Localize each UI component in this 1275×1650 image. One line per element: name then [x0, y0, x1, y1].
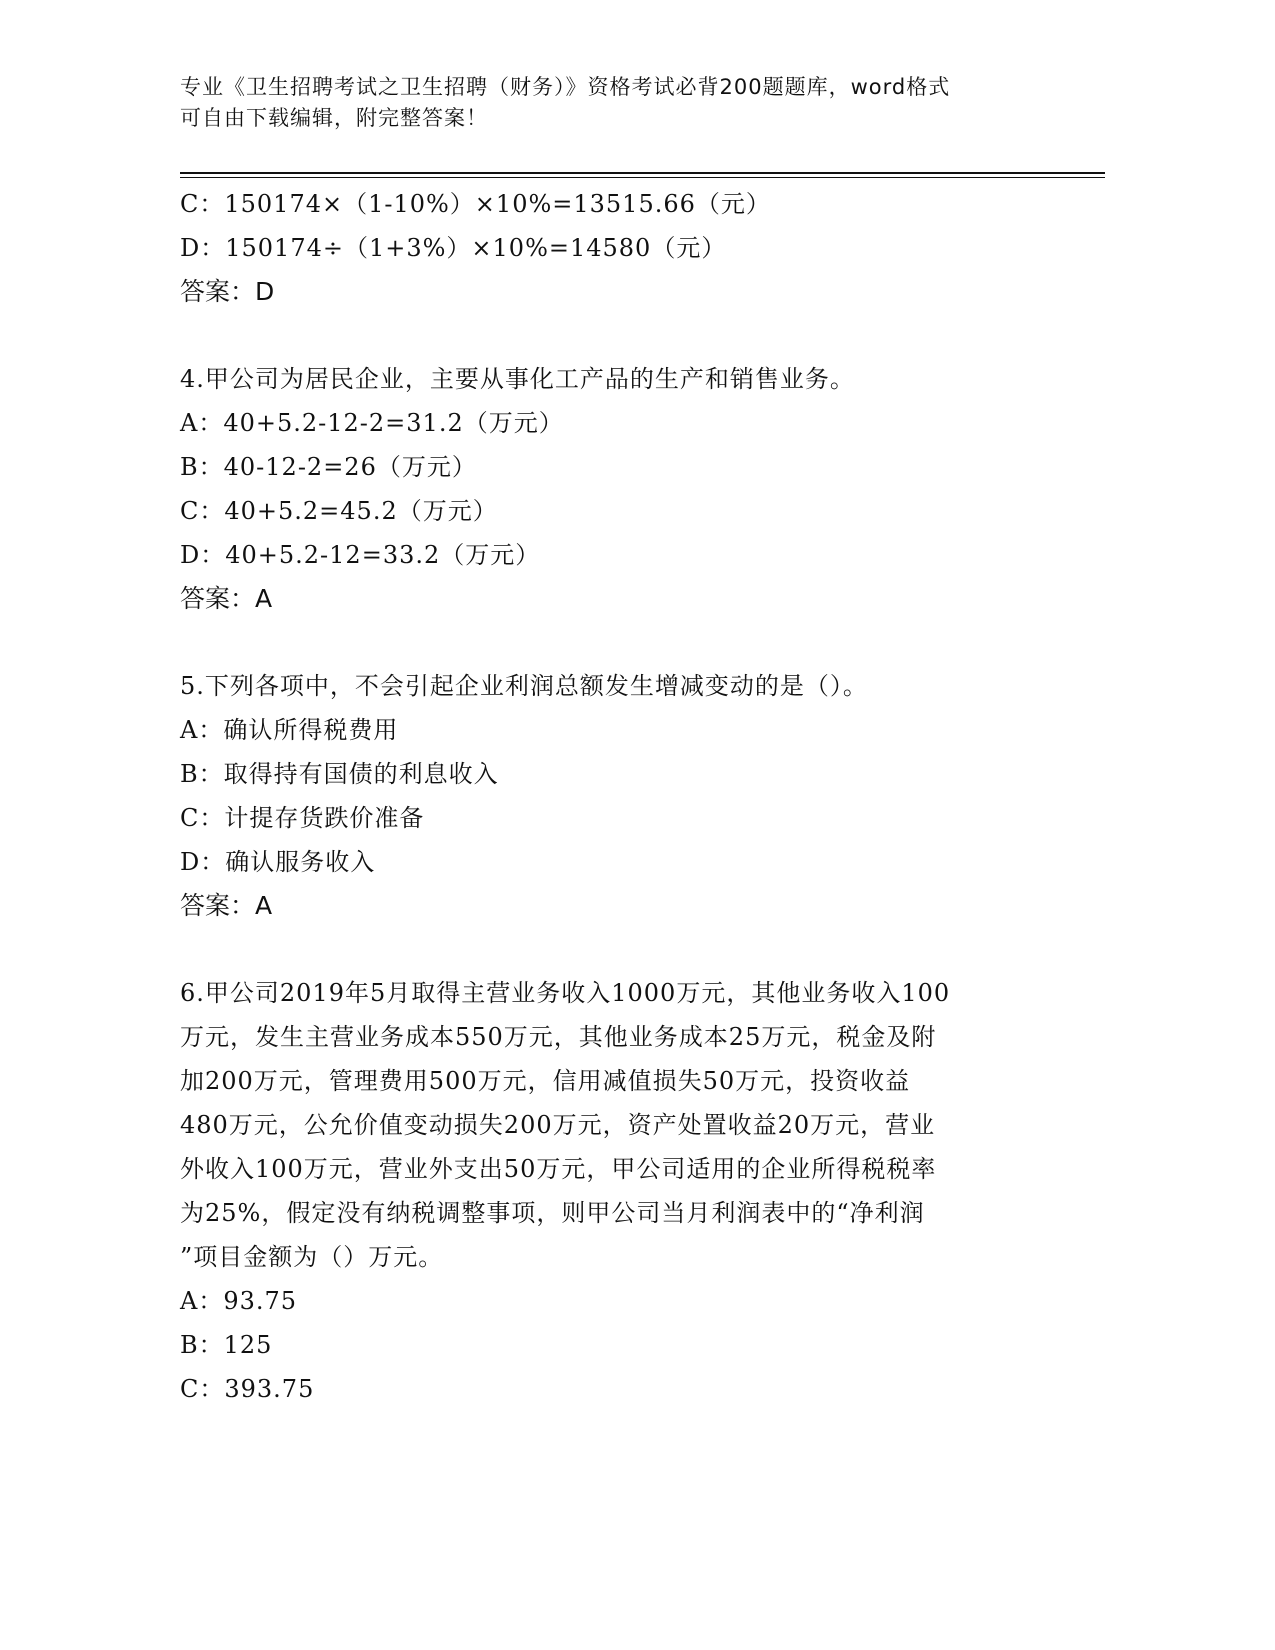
question-stem-line: 万元，发生主营业务成本550万元，其他业务成本25万元，税金及附 — [180, 1023, 937, 1051]
option-b: B：40-12-2=26（万元） — [180, 453, 477, 481]
question-stem-line: 加200万元，管理费用500万元，信用减值损失50万元，投资收益 — [180, 1067, 911, 1095]
answer: 答案：A — [180, 584, 273, 613]
question-stem-line: 外收入100万元，营业外支出50万元，甲公司适用的企业所得税税率 — [180, 1155, 937, 1183]
spacer — [180, 928, 1060, 971]
option-c: C：393.75 — [180, 1375, 315, 1403]
option-a: A：40+5.2-12-2=31.2（万元） — [180, 409, 564, 437]
document-header — [180, 72, 1040, 134]
header-line-1: 专业《卫生招聘考试之卫生招聘（财务）》资格考试必背200题题库，word格式 — [180, 75, 951, 99]
option-d: D：确认服务收入 — [180, 848, 376, 876]
question-5 — [180, 664, 1060, 928]
question-stem-line: 6.甲公司2019年5月取得主营业务收入1000万元，其他业务收入100 — [180, 979, 951, 1007]
question-stem: 4.甲公司为居民企业，主要从事化工产品的生产和销售业务。 — [180, 365, 855, 393]
answer: 答案：D — [180, 277, 275, 306]
header-rule-thick — [180, 172, 1105, 174]
option-b: B：取得持有国债的利息收入 — [180, 760, 499, 788]
question-stem-line: 480万元，公允价值变动损失200万元，资产处置收益20万元，营业 — [180, 1111, 936, 1139]
option-c: C：150174×（1-10%）×10%=13515.66（元） — [180, 190, 771, 218]
option-b: B：125 — [180, 1331, 273, 1359]
question-stem-line: 为25%，假定没有纳税调整事项，则甲公司当月利润表中的“净利润 — [180, 1199, 925, 1227]
header-line-2: 可自由下载编辑，附完整答案！ — [180, 106, 488, 130]
question-4 — [180, 357, 1060, 621]
spacer — [180, 621, 1060, 664]
question-stem-line: ”项目金额为（）万元。 — [180, 1243, 444, 1271]
question-6 — [180, 971, 1060, 1411]
header-rule-thin — [180, 177, 1105, 178]
question-stem: 5.下列各项中，不会引起企业利润总额发生增减变动的是（）。 — [180, 672, 868, 700]
option-c: C：40+5.2=45.2（万元） — [180, 497, 498, 525]
option-d: D：40+5.2-12=33.2（万元） — [180, 541, 541, 569]
option-c: C：计提存货跌价准备 — [180, 804, 425, 832]
option-a: A：93.75 — [180, 1287, 298, 1315]
option-d: D：150174÷（1+3%）×10%=14580（元） — [180, 234, 727, 262]
document-body — [180, 182, 1060, 1411]
prev-question — [180, 182, 1060, 314]
answer: 答案：A — [180, 891, 273, 920]
option-a: A：确认所得税费用 — [180, 716, 399, 744]
spacer — [180, 314, 1060, 357]
